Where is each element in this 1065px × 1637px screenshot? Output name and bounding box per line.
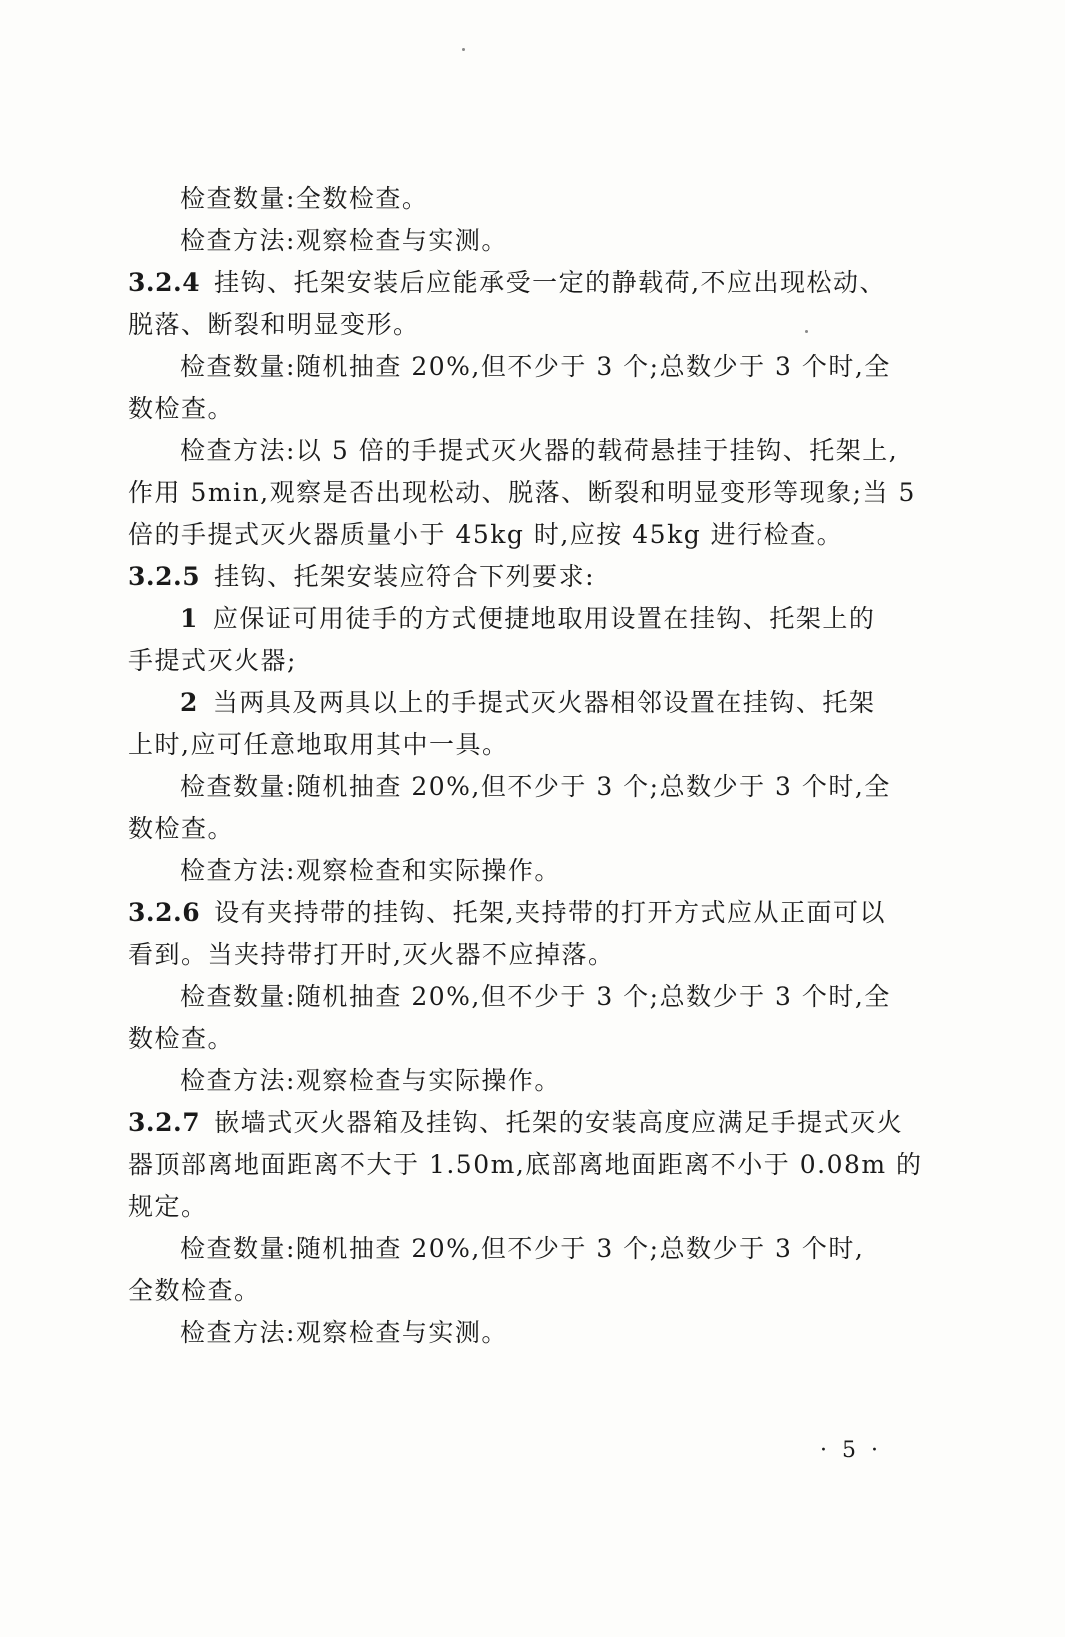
text-line: 检查方法:观察检查与实测。	[180, 1318, 508, 1347]
text-line: 检查数量:随机抽查 20%,但不少于 3 个;总数少于 3 个时,全	[180, 352, 891, 381]
text-line: 检查方法:观察检查与实际操作。	[180, 1066, 561, 1095]
item-number: 2	[180, 688, 199, 717]
text-line: 检查数量:随机抽查 20%,但不少于 3 个;总数少于 3 个时,全	[180, 772, 891, 801]
clause-3-2-6	[128, 892, 948, 934]
clause-text: 嵌墙式灭火器箱及挂钩、托架的安装高度应满足手提式灭火	[214, 1108, 904, 1137]
text-line: 倍的手提式灭火器质量小于 45kg 时,应按 45kg 进行检查。	[128, 520, 844, 549]
clause-text: 挂钩、托架安装后应能承受一定的静载荷,不应出现松动、	[214, 268, 887, 297]
scan-speck	[462, 48, 465, 51]
text-line: 检查数量:全数检查。	[180, 184, 429, 213]
text-line: 检查方法:观察检查和实际操作。	[180, 856, 561, 885]
list-item-1	[128, 598, 948, 640]
clause-number: 3.2.7	[128, 1108, 201, 1137]
text-line: 规定。	[128, 1192, 208, 1221]
text-line: 全数检查。	[128, 1276, 261, 1305]
clause-number: 3.2.6	[128, 898, 201, 927]
clause-3-2-5	[128, 556, 948, 598]
text-line: 脱落、断裂和明显变形。	[128, 310, 420, 339]
text-line: 检查数量:随机抽查 20%,但不少于 3 个;总数少于 3 个时,全	[180, 982, 891, 1011]
list-item-2	[128, 682, 948, 724]
text-line: 数检查。	[128, 814, 235, 843]
item-number: 1	[180, 604, 199, 633]
text-line: 检查方法:以 5 倍的手提式灭火器的载荷悬挂于挂钩、托架上,	[180, 436, 899, 465]
page-number: · 5 ·	[820, 1438, 882, 1463]
clause-text: 挂钩、托架安装应符合下列要求:	[214, 562, 596, 591]
text-line: 检查方法:观察检查与实测。	[180, 226, 508, 255]
text-line: 检查数量:随机抽查 20%,但不少于 3 个;总数少于 3 个时,	[180, 1234, 865, 1263]
clause-number: 3.2.5	[128, 562, 201, 591]
clause-3-2-4	[128, 262, 948, 304]
clause-number: 3.2.4	[128, 268, 201, 297]
text-line: 数检查。	[128, 1024, 235, 1053]
page-body	[128, 178, 948, 1354]
text-line: 手提式灭火器;	[128, 646, 297, 675]
scan-speck	[805, 330, 808, 333]
text-line: 看到。当夹持带打开时,灭火器不应掉落。	[128, 940, 615, 969]
clause-3-2-7	[128, 1102, 948, 1144]
clause-text: 设有夹持带的挂钩、托架,夹持带的打开方式应从正面可以	[214, 898, 887, 927]
text-line: 器顶部离地面距离不大于 1.50m,底部离地面距离不小于 0.08m 的	[128, 1150, 923, 1179]
item-text: 当两具及两具以上的手提式灭火器相邻设置在挂钩、托架	[212, 688, 876, 717]
text-line: 数检查。	[128, 394, 235, 423]
item-text: 应保证可用徒手的方式便捷地取用设置在挂钩、托架上的	[212, 604, 876, 633]
text-line: 作用 5min,观察是否出现松动、脱落、断裂和明显变形等现象;当 5	[128, 478, 916, 507]
text-line: 上时,应可任意地取用其中一具。	[128, 730, 509, 759]
